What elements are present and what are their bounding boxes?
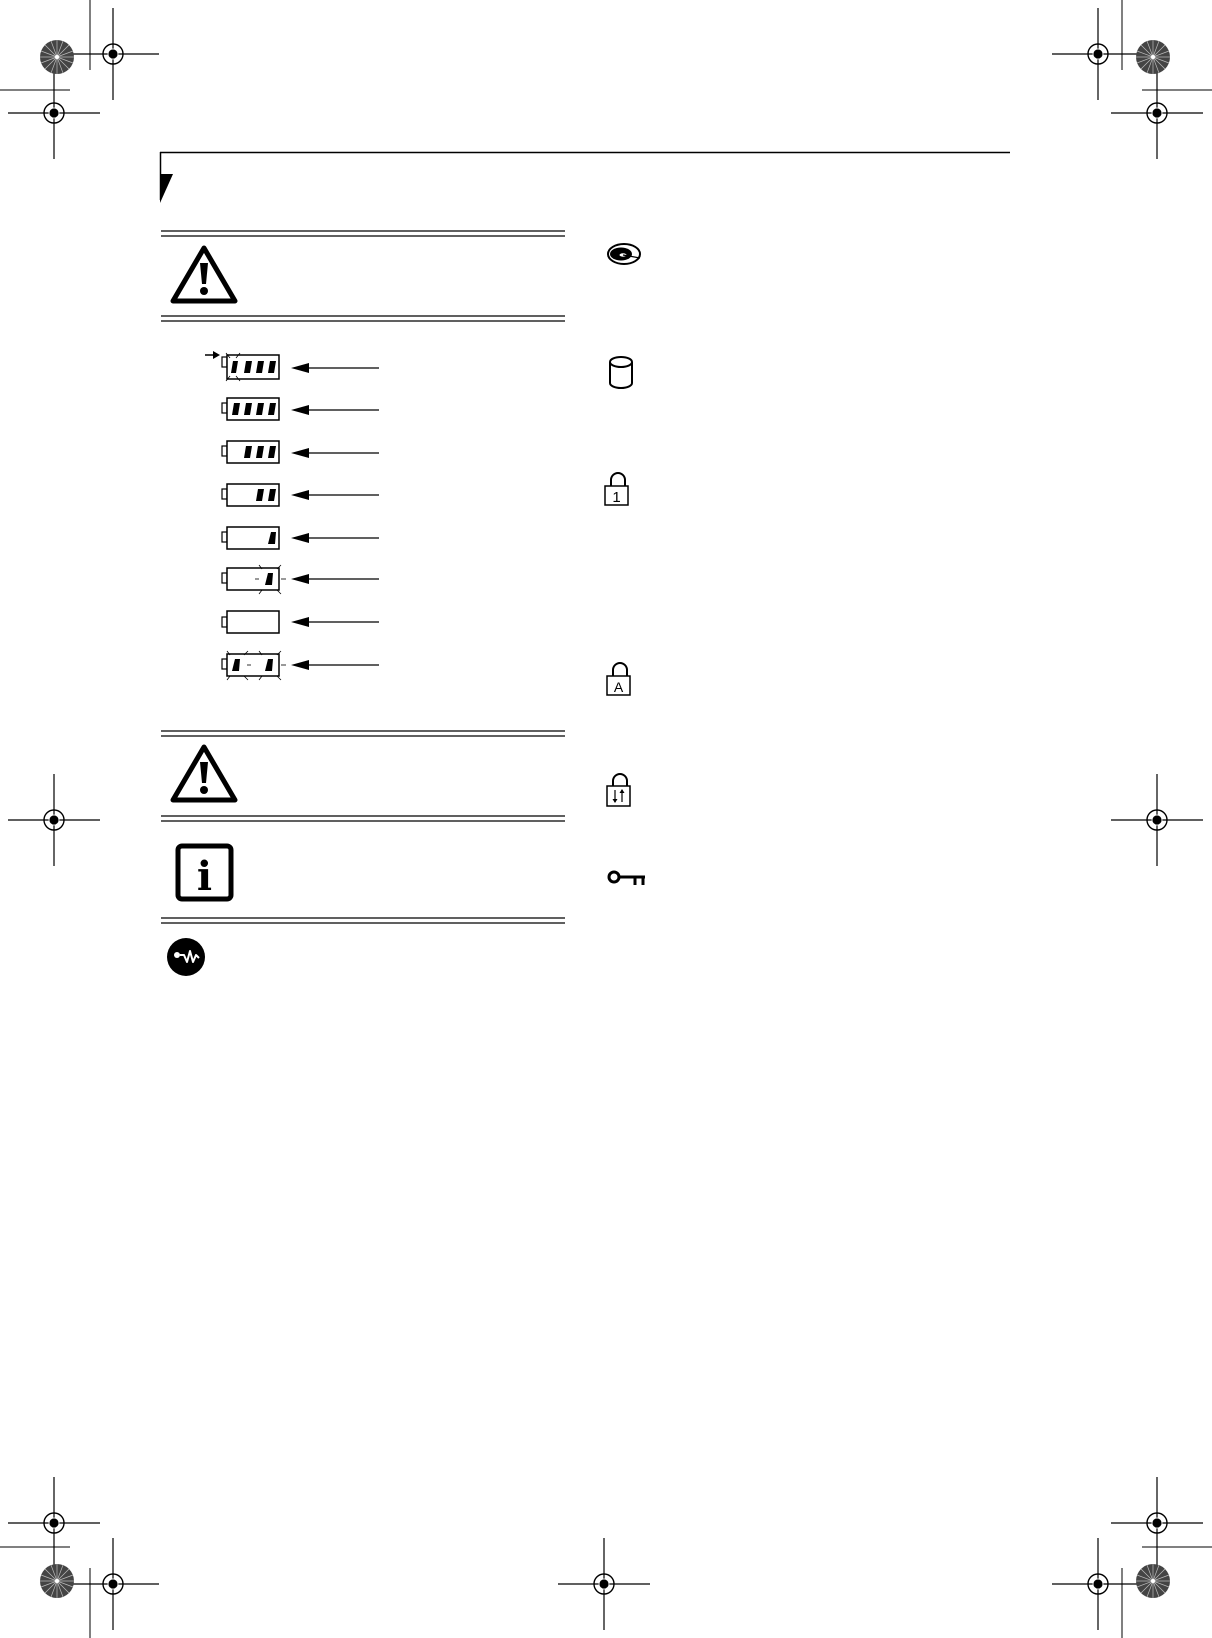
battery-charging-icon bbox=[205, 351, 279, 381]
registration-mark-icon bbox=[1052, 1538, 1144, 1630]
info-glyph: i bbox=[196, 853, 213, 900]
battery-full-icon bbox=[222, 398, 279, 420]
registration-mark-icon bbox=[558, 1538, 650, 1630]
header-tab-marker bbox=[160, 174, 173, 203]
battery-indicator-diagram bbox=[205, 351, 379, 680]
registration-mark-icon bbox=[1111, 1477, 1203, 1569]
pointer-arrow bbox=[291, 448, 379, 458]
capslock-icon bbox=[607, 663, 630, 695]
caution-box-bottom bbox=[161, 731, 565, 821]
pointer-arrow bbox=[291, 533, 379, 543]
pointer-arrow bbox=[291, 574, 379, 584]
registration-mark-icon bbox=[1052, 8, 1144, 100]
warning-triangle-icon bbox=[173, 248, 235, 301]
battery-low-icon bbox=[222, 527, 279, 549]
pointer-arrow bbox=[291, 405, 379, 415]
registration-mark-icon bbox=[8, 1477, 100, 1569]
info-box bbox=[161, 846, 565, 923]
registration-mark-icon bbox=[8, 774, 100, 866]
registration-mark-icon bbox=[1111, 67, 1203, 159]
numlock-icon bbox=[605, 473, 628, 506]
registration-mark-icon bbox=[67, 1538, 159, 1630]
pointer-arrow bbox=[291, 660, 379, 670]
starburst-mark-icon bbox=[40, 1564, 74, 1598]
battery-two-thirds-icon bbox=[222, 441, 279, 463]
numlock-glyph: 1 bbox=[612, 489, 621, 506]
pointer-arrow bbox=[291, 617, 379, 627]
registration-mark-icon bbox=[8, 67, 100, 159]
capslock-glyph: A bbox=[613, 679, 624, 695]
warning-triangle-icon bbox=[173, 747, 235, 800]
battery-one-third-icon bbox=[222, 484, 279, 506]
registration-mark-icon bbox=[1111, 774, 1203, 866]
battery-empty-icon bbox=[222, 611, 279, 633]
caution-box-top bbox=[161, 231, 565, 321]
page-header-rule bbox=[160, 152, 1010, 203]
pointer-arrow bbox=[291, 363, 379, 373]
starburst-mark-icon bbox=[1136, 1564, 1170, 1598]
security-key-icon bbox=[609, 872, 645, 885]
pointer-arrow bbox=[291, 490, 379, 500]
scrolllock-icon bbox=[607, 774, 630, 806]
cd-dvd-access-icon bbox=[608, 244, 640, 264]
registration-mark-icon bbox=[67, 8, 159, 100]
ac-power-icon bbox=[167, 938, 205, 976]
starburst-mark-icon bbox=[40, 40, 74, 74]
starburst-mark-icon bbox=[1136, 40, 1170, 74]
hard-drive-access-icon bbox=[610, 357, 632, 388]
info-i-icon bbox=[178, 846, 231, 900]
battery-critical-blinking-icon bbox=[222, 565, 286, 594]
battery-error-blinking-icon bbox=[222, 651, 286, 680]
